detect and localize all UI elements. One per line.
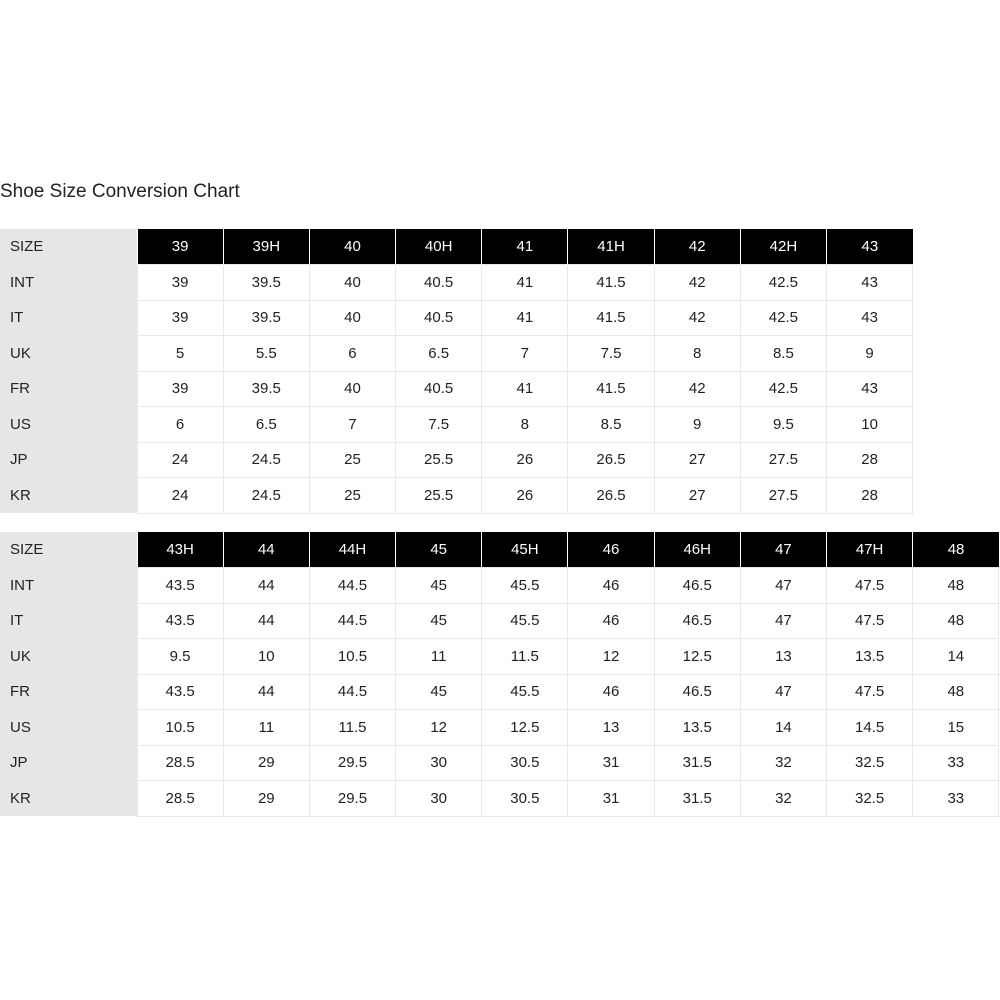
table-row xyxy=(0,336,913,372)
table-cell: 14 xyxy=(740,710,826,746)
table-cell: 45.5 xyxy=(482,568,568,604)
table-cell: 47.5 xyxy=(827,603,913,639)
table-cell: 47 xyxy=(740,674,826,710)
table-cell: 43 xyxy=(827,300,913,336)
table-cell: 45 xyxy=(396,603,482,639)
table-cell: 25 xyxy=(309,442,395,478)
row-label: INT xyxy=(0,568,137,604)
table-cell: 9.5 xyxy=(740,407,826,443)
table-cell: 40.5 xyxy=(396,371,482,407)
header-row xyxy=(0,532,999,568)
row-label: IT xyxy=(0,603,137,639)
table-cell: 40 xyxy=(309,371,395,407)
table-cell: 46.5 xyxy=(654,568,740,604)
table-cell: 28.5 xyxy=(137,781,223,817)
table-cell: 13 xyxy=(568,710,654,746)
table-cell: 40.5 xyxy=(396,300,482,336)
table-cell: 27.5 xyxy=(740,478,826,514)
table-cell: 42.5 xyxy=(740,371,826,407)
table-cell: 8.5 xyxy=(740,336,826,372)
row-label: KR xyxy=(0,781,137,817)
size-header-cell: 39 xyxy=(137,229,223,265)
table-cell: 12 xyxy=(568,639,654,675)
table-cell: 25 xyxy=(309,478,395,514)
table-cell: 39 xyxy=(137,371,223,407)
table-cell: 46.5 xyxy=(654,603,740,639)
table-row xyxy=(0,674,999,710)
table-cell: 26.5 xyxy=(568,442,654,478)
table-cell: 27 xyxy=(654,442,740,478)
table-cell: 24 xyxy=(137,478,223,514)
table-cell: 10.5 xyxy=(309,639,395,675)
table-cell: 11.5 xyxy=(309,710,395,746)
table-cell: 25.5 xyxy=(396,442,482,478)
size-header-label: SIZE xyxy=(0,532,137,568)
size-header-cell: 47 xyxy=(740,532,826,568)
table-cell: 11 xyxy=(396,639,482,675)
table-cell: 41.5 xyxy=(568,300,654,336)
table-cell: 43.5 xyxy=(137,568,223,604)
size-header-label: SIZE xyxy=(0,229,137,265)
table-cell: 48 xyxy=(913,603,999,639)
table-row xyxy=(0,371,913,407)
table-cell: 6.5 xyxy=(396,336,482,372)
table-cell: 31 xyxy=(568,781,654,817)
row-label: UK xyxy=(0,336,137,372)
size-header-cell: 45H xyxy=(482,532,568,568)
table-cell: 24 xyxy=(137,442,223,478)
table-cell: 7 xyxy=(482,336,568,372)
size-header-cell: 46 xyxy=(568,532,654,568)
size-header-cell: 40 xyxy=(309,229,395,265)
row-label: FR xyxy=(0,674,137,710)
table-cell: 44 xyxy=(223,568,309,604)
row-label: US xyxy=(0,710,137,746)
table-cell: 44 xyxy=(223,674,309,710)
table-cell: 45.5 xyxy=(482,674,568,710)
table-cell: 24.5 xyxy=(223,442,309,478)
table-cell: 7 xyxy=(309,407,395,443)
table-cell: 13 xyxy=(740,639,826,675)
table-cell: 47.5 xyxy=(827,568,913,604)
row-label: IT xyxy=(0,300,137,336)
table-cell: 29.5 xyxy=(309,745,395,781)
table-cell: 32.5 xyxy=(827,745,913,781)
size-header-cell: 43 xyxy=(827,229,913,265)
size-header-cell: 46H xyxy=(654,532,740,568)
header-row xyxy=(0,229,913,265)
table-cell: 9 xyxy=(654,407,740,443)
table-cell: 28.5 xyxy=(137,745,223,781)
table-cell: 24.5 xyxy=(223,478,309,514)
table-cell: 32 xyxy=(740,745,826,781)
table-cell: 31.5 xyxy=(654,781,740,817)
row-label: INT xyxy=(0,265,137,301)
table-cell: 41 xyxy=(482,300,568,336)
size-header-cell: 41H xyxy=(568,229,654,265)
table-cell: 27 xyxy=(654,478,740,514)
table-cell: 29 xyxy=(223,781,309,817)
size-header-cell: 45 xyxy=(396,532,482,568)
table-cell: 33 xyxy=(913,745,999,781)
table-cell: 46.5 xyxy=(654,674,740,710)
table-cell: 31 xyxy=(568,745,654,781)
table-cell: 14.5 xyxy=(827,710,913,746)
table-cell: 32 xyxy=(740,781,826,817)
size-table-2 xyxy=(0,532,999,817)
table-cell: 29 xyxy=(223,745,309,781)
table-cell: 15 xyxy=(913,710,999,746)
table-row xyxy=(0,745,999,781)
table-cell: 9.5 xyxy=(137,639,223,675)
table-cell: 39 xyxy=(137,265,223,301)
table-cell: 13.5 xyxy=(654,710,740,746)
table-cell: 10 xyxy=(223,639,309,675)
size-header-cell: 41 xyxy=(482,229,568,265)
table-cell: 11.5 xyxy=(482,639,568,675)
table-cell: 44 xyxy=(223,603,309,639)
table-row xyxy=(0,710,999,746)
table-row xyxy=(0,442,913,478)
table-cell: 12.5 xyxy=(654,639,740,675)
table-cell: 30 xyxy=(396,781,482,817)
table-cell: 46 xyxy=(568,603,654,639)
table-cell: 45.5 xyxy=(482,603,568,639)
table-cell: 41.5 xyxy=(568,265,654,301)
table-cell: 39.5 xyxy=(223,300,309,336)
row-label: JP xyxy=(0,745,137,781)
table-row xyxy=(0,478,913,514)
size-header-cell: 48 xyxy=(913,532,999,568)
table-cell: 27.5 xyxy=(740,442,826,478)
table-cell: 26 xyxy=(482,478,568,514)
table-cell: 39.5 xyxy=(223,371,309,407)
table-cell: 41.5 xyxy=(568,371,654,407)
row-label: KR xyxy=(0,478,137,514)
row-label: JP xyxy=(0,442,137,478)
size-header-cell: 43H xyxy=(137,532,223,568)
table-cell: 39.5 xyxy=(223,265,309,301)
table-cell: 5.5 xyxy=(223,336,309,372)
table-cell: 14 xyxy=(913,639,999,675)
table-cell: 9 xyxy=(827,336,913,372)
table-row xyxy=(0,568,999,604)
table-cell: 12 xyxy=(396,710,482,746)
table-cell: 43.5 xyxy=(137,674,223,710)
table-cell: 40 xyxy=(309,300,395,336)
table-cell: 46 xyxy=(568,568,654,604)
table-cell: 42 xyxy=(654,300,740,336)
table-row xyxy=(0,781,999,817)
table-cell: 33 xyxy=(913,781,999,817)
table-cell: 29.5 xyxy=(309,781,395,817)
table-cell: 12.5 xyxy=(482,710,568,746)
table-cell: 47.5 xyxy=(827,674,913,710)
table-cell: 42.5 xyxy=(740,265,826,301)
table-cell: 6 xyxy=(137,407,223,443)
table-cell: 48 xyxy=(913,568,999,604)
table-cell: 42.5 xyxy=(740,300,826,336)
table-cell: 47 xyxy=(740,603,826,639)
table-cell: 44.5 xyxy=(309,603,395,639)
table-cell: 8.5 xyxy=(568,407,654,443)
table-row xyxy=(0,265,913,301)
table-cell: 46 xyxy=(568,674,654,710)
table-cell: 31.5 xyxy=(654,745,740,781)
table-cell: 44.5 xyxy=(309,568,395,604)
table-cell: 26 xyxy=(482,442,568,478)
table-cell: 44.5 xyxy=(309,674,395,710)
table-cell: 13.5 xyxy=(827,639,913,675)
size-header-cell: 39H xyxy=(223,229,309,265)
table-cell: 11 xyxy=(223,710,309,746)
table-cell: 7.5 xyxy=(396,407,482,443)
table-cell: 47 xyxy=(740,568,826,604)
table-row xyxy=(0,407,913,443)
size-header-cell: 42 xyxy=(654,229,740,265)
table-cell: 40.5 xyxy=(396,265,482,301)
table-cell: 42 xyxy=(654,371,740,407)
size-header-cell: 44 xyxy=(223,532,309,568)
table-cell: 39 xyxy=(137,300,223,336)
table-cell: 45 xyxy=(396,674,482,710)
row-label: UK xyxy=(0,639,137,675)
size-header-cell: 44H xyxy=(309,532,395,568)
table-cell: 6 xyxy=(309,336,395,372)
table-cell: 25.5 xyxy=(396,478,482,514)
table-cell: 42 xyxy=(654,265,740,301)
size-header-cell: 40H xyxy=(396,229,482,265)
table-cell: 10.5 xyxy=(137,710,223,746)
size-header-cell: 47H xyxy=(827,532,913,568)
table-cell: 43 xyxy=(827,371,913,407)
table-cell: 32.5 xyxy=(827,781,913,817)
table-cell: 10 xyxy=(827,407,913,443)
row-label: US xyxy=(0,407,137,443)
table-cell: 40 xyxy=(309,265,395,301)
table-row xyxy=(0,639,999,675)
table-cell: 30.5 xyxy=(482,781,568,817)
table-cell: 28 xyxy=(827,442,913,478)
table-cell: 8 xyxy=(654,336,740,372)
table-cell: 30 xyxy=(396,745,482,781)
table-cell: 8 xyxy=(482,407,568,443)
size-table-1 xyxy=(0,229,913,514)
table-cell: 30.5 xyxy=(482,745,568,781)
table-cell: 41 xyxy=(482,265,568,301)
table-cell: 26.5 xyxy=(568,478,654,514)
table-cell: 41 xyxy=(482,371,568,407)
table-cell: 48 xyxy=(913,674,999,710)
table-cell: 43 xyxy=(827,265,913,301)
table-cell: 28 xyxy=(827,478,913,514)
table-cell: 5 xyxy=(137,336,223,372)
size-header-cell: 42H xyxy=(740,229,826,265)
page-title: Shoe Size Conversion Chart xyxy=(0,181,240,202)
table-cell: 7.5 xyxy=(568,336,654,372)
table-cell: 45 xyxy=(396,568,482,604)
table-row xyxy=(0,603,999,639)
table-cell: 6.5 xyxy=(223,407,309,443)
table-cell: 43.5 xyxy=(137,603,223,639)
row-label: FR xyxy=(0,371,137,407)
table-row xyxy=(0,300,913,336)
